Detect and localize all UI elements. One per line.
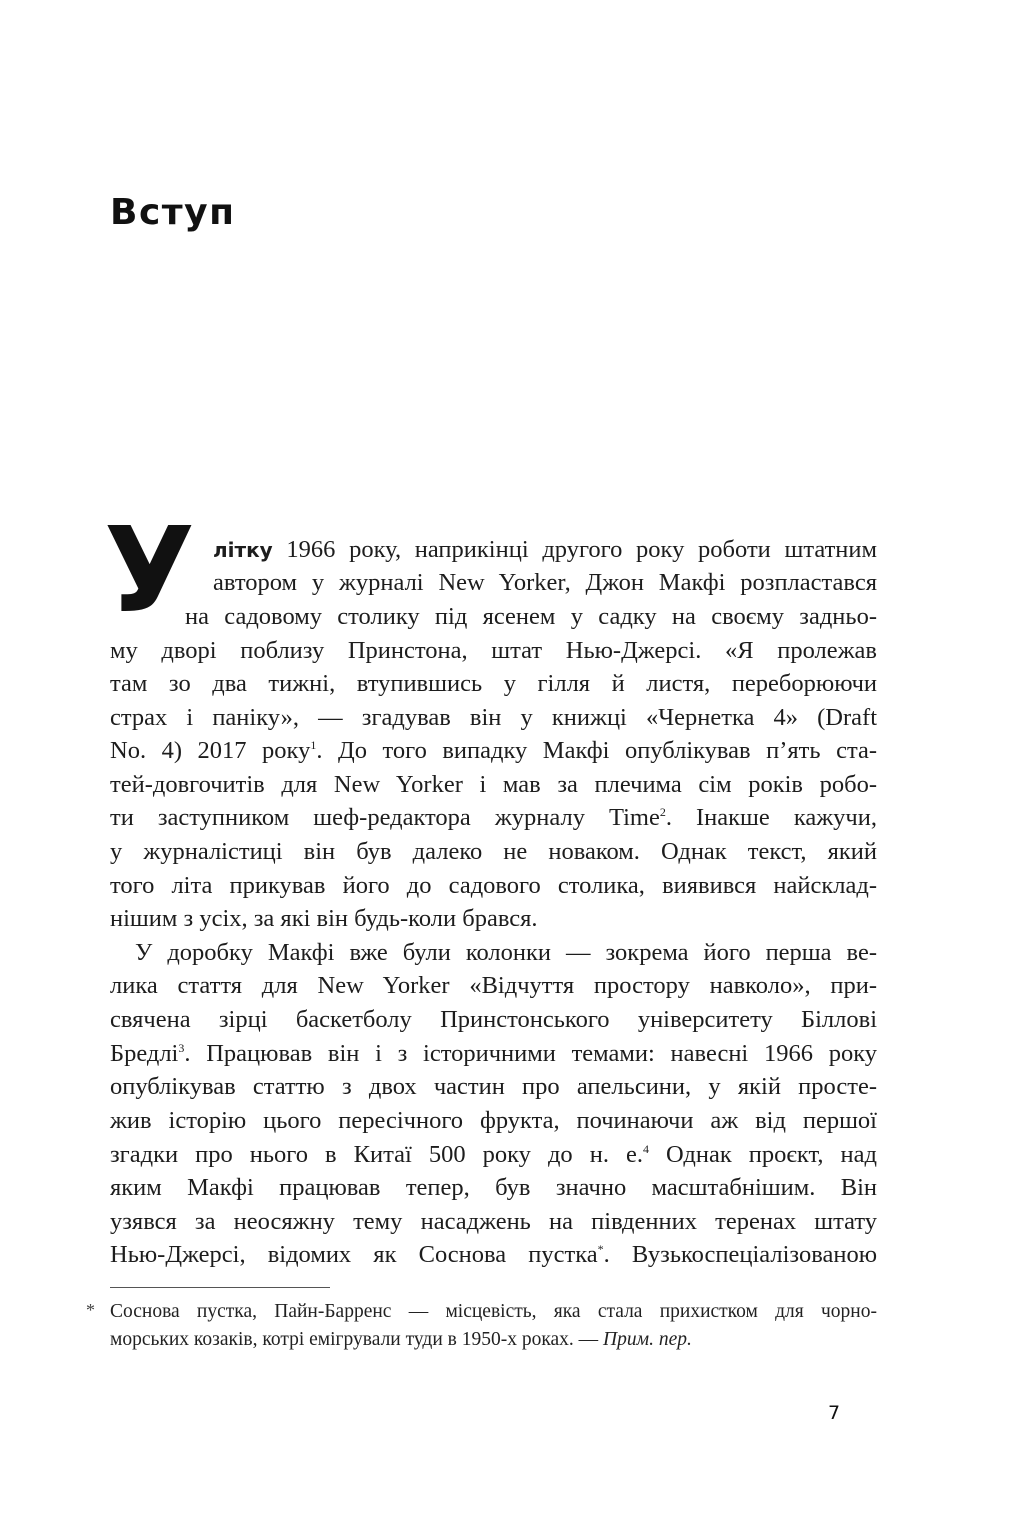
text-line: Нью-Джерсі, відомих як Соснова пустка*. Вузькоспеціалізованою bbox=[110, 1241, 877, 1268]
footnote-ref[interactable]: 1 bbox=[310, 738, 317, 752]
footnote-ref[interactable]: 3 bbox=[178, 1041, 185, 1055]
text-line: свячена зірці баскетболу Принстонського університету Біллові bbox=[110, 1006, 877, 1033]
text-line: лика стаття для New Yorker «Відчуття простору навколо», при- bbox=[110, 972, 877, 999]
text-line: тей-довгочитів для New Yorker і мав за плечима сім років робо- bbox=[110, 771, 877, 798]
page-number: 7 bbox=[828, 1402, 841, 1424]
text-line: там зо два тижні, втупившись у гілля й листя, переборюючи bbox=[110, 670, 877, 697]
text-line: на садовому столику під ясенем у садку на своєму задньо- bbox=[185, 603, 877, 630]
text-line: No. 4) 2017 року$^1$. До того випадку Макфі опублікував п’ять ста- bbox=[110, 737, 877, 764]
text-line: згадки про нього в Китаї 500 року до н. е.$^4$ Однак проєкт, над bbox=[110, 1141, 877, 1168]
text-line: нішим з усіх, за які він будь-коли брався. bbox=[110, 905, 538, 932]
translator-note: Прим. пер. bbox=[603, 1329, 692, 1350]
footnote-ref[interactable]: 2 bbox=[659, 805, 666, 819]
bold-lead-in: літку bbox=[213, 538, 273, 562]
footnote-line: морських козаків, котрі емігрували туди в 1950-х роках. — Прим. пер. bbox=[110, 1329, 692, 1350]
text-line: опублікував статтю з двох частин про апельсини, у якій просте- bbox=[110, 1073, 877, 1100]
footnote-line: Соснова пустка, Пайн-Барренс — місцевість, яка стала прихистком для чорно- bbox=[110, 1301, 877, 1322]
drop-cap: У bbox=[104, 501, 195, 639]
text-line: яким Макфі працював тепер, був значно масштабнішим. Він bbox=[110, 1174, 877, 1201]
text-line: узявся за неосяжну тему насаджень на південних теренах штату bbox=[110, 1208, 877, 1235]
text-line: У доробку Макфі вже були колонки — зокрема його перша ве- bbox=[135, 939, 877, 966]
text-line: страх і паніку», — згадував він у книжці «Чернетка 4» (Draft bbox=[110, 704, 877, 731]
text-line: літку 1966 року, наприкінці другого року роботи штатним bbox=[213, 536, 877, 563]
text-line: му дворі поблизу Принстона, штат Нью-Джерсі. «Я пролежав bbox=[110, 637, 877, 664]
text-line: у журналістиці він був далеко не новаком. Однак текст, який bbox=[110, 838, 877, 865]
text-line: ти заступником шеф-редактора журналу Time$^2$. Інакше кажучи, bbox=[110, 804, 877, 831]
text-line: автором у журналі New Yorker, Джон Макфі розпластався bbox=[213, 569, 877, 596]
footnote-ref[interactable]: 4 bbox=[643, 1142, 649, 1156]
footnote-divider bbox=[110, 1287, 330, 1288]
chapter-heading: Вступ bbox=[110, 192, 236, 233]
text-line: Бредлі$^3$. Працював він і з історичними темами: навесні 1966 року bbox=[110, 1040, 877, 1067]
text-line: жив історію цього пересічного фрукта, починаючи аж від першої bbox=[110, 1107, 877, 1134]
text-line: того літа прикував його до садового столика, виявився найсклад- bbox=[110, 872, 877, 899]
footnote-marker: * bbox=[86, 1300, 95, 1320]
footnote-ref[interactable]: * bbox=[597, 1242, 604, 1256]
